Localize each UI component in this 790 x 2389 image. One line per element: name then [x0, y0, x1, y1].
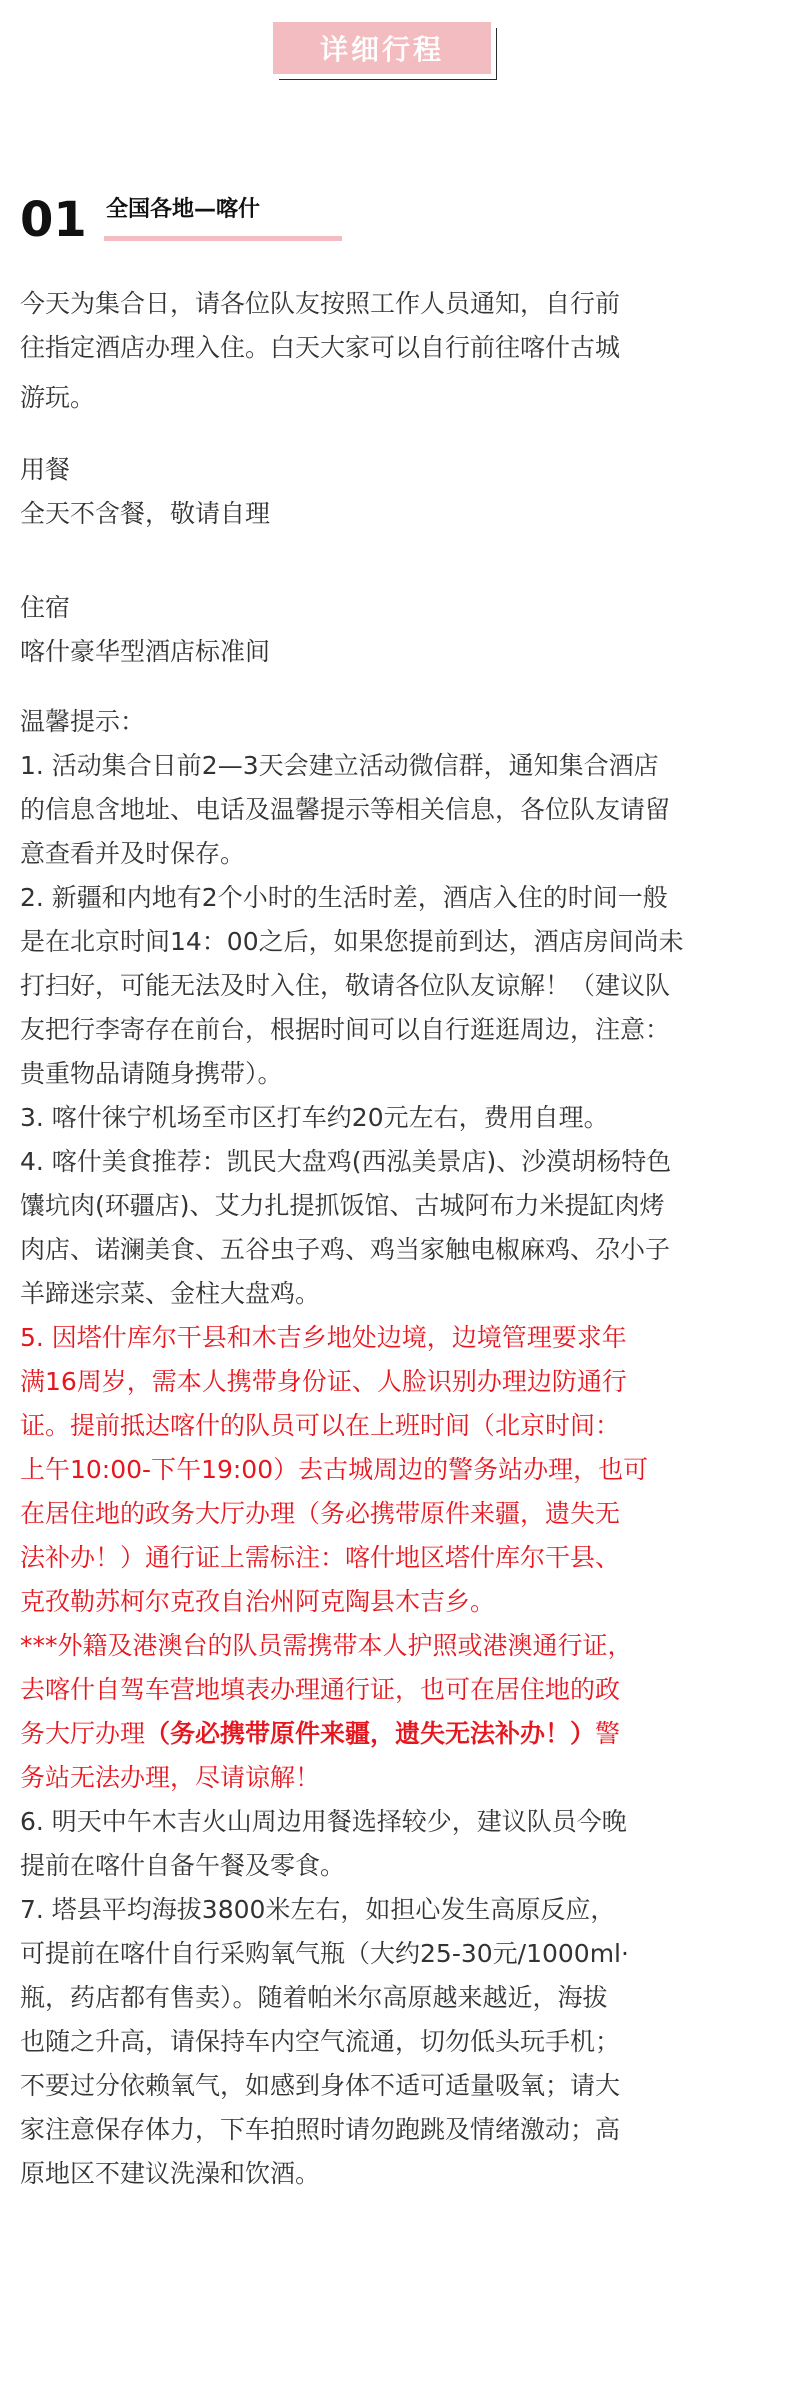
- day-title-underline: [104, 236, 342, 241]
- intro-line: 今天为集合日，请各位队友按照工作人员通知，自行前: [20, 289, 621, 318]
- tip-2-line: 贵重物品请随身携带）。: [20, 1059, 283, 1088]
- tip-2-line: 友把行李寄存在前台，根据时间可以自行逛逛周边，注意：: [20, 1015, 671, 1044]
- tip-1-line: 1. 活动集合日前2—3天会建立活动微信群，通知集合酒店: [20, 751, 659, 780]
- tip-6-line: 6. 明天中午木吉火山周边用餐选择较少，建议队员今晚: [20, 1807, 627, 1836]
- day-heading: [20, 190, 780, 250]
- tip-7-line: 也随之升高，请保持车内空气流通，切勿低头玩手机；: [20, 2027, 621, 2056]
- tip-5-line: 上午10:00-下午19:00）去古城周边的警务站办理，也可: [20, 1455, 649, 1484]
- tip-3-line: 3. 喀什徕宁机场至市区打车约20元左右，费用自理。: [20, 1103, 609, 1132]
- tip-5b-post: 警: [595, 1719, 621, 1748]
- itinerary-content: [20, 282, 780, 2196]
- section-header: [279, 28, 509, 90]
- lodging-value: 喀什豪华型酒店标准间: [20, 637, 271, 666]
- tip-4-line: 4. 喀什美食推荐：凯民大盘鸡(西泓美景店)、沙漠胡杨特色: [20, 1147, 672, 1176]
- tip-4-line: 羊蹄迷宗菜、金柱大盘鸡。: [20, 1279, 321, 1308]
- meals-value: 全天不含餐，敬请自理: [20, 499, 271, 528]
- tip-5-line: 克孜勒苏柯尔克孜自治州阿克陶县木吉乡。: [20, 1587, 496, 1616]
- tip-6-line: 提前在喀什自备午餐及零食。: [20, 1851, 346, 1880]
- tip-7-line: 不要过分依赖氧气，如感到身体不适可适量吸氧；请大: [20, 2071, 621, 2100]
- tip-2-line: 是在北京时间14：00之后，如果您提前到达，酒店房间尚未: [20, 927, 684, 956]
- tip-5-line: 在居住地的政务大厅办理（务必携带原件来疆，遗失无: [20, 1499, 621, 1528]
- tip-5b-line: 务站无法办理，尽请谅解！: [20, 1763, 321, 1792]
- tip-2-line: 打扫好，可能无法及时入住，敬请各位队友谅解！（建议队: [20, 971, 671, 1000]
- tips-title: 温馨提示：: [20, 707, 146, 736]
- intro-line: 往指定酒店办理入住。白天大家可以自行前往喀什古城: [20, 333, 621, 362]
- day-number: 01: [20, 192, 87, 248]
- tip-5-line: 5. 因塔什库尔干县和木吉乡地处边境，边境管理要求年: [20, 1323, 627, 1352]
- tip-7-line: 家注意保存体力，下车拍照时请勿跑跳及情绪激动；高: [20, 2115, 621, 2144]
- intro-line: 游玩。: [20, 383, 96, 412]
- day-title: 全国各地—喀什: [106, 197, 261, 222]
- lodging-label: 住宿: [20, 593, 71, 622]
- tip-4-line: 肉店、诺澜美食、五谷虫子鸡、鸡当家触电椒麻鸡、尕小子: [20, 1235, 671, 1264]
- tip-5-line: 满16周岁，需本人携带身份证、人脸识别办理边防通行: [20, 1367, 627, 1396]
- tip-5b-line: ***外籍及港澳台的队员需携带本人护照或港澳通行证，: [20, 1631, 633, 1660]
- tip-4-line: 馕坑肉(环疆店)、艾力扎提抓饭馆、古城阿布力米提缸肉烤: [20, 1191, 665, 1220]
- tip-7-line: 7. 塔县平均海拔3800米左右，如担心发生高原反应，: [20, 1895, 616, 1924]
- tip-1-line: 意查看并及时保存。: [20, 839, 246, 868]
- section-title: 详细行程: [273, 22, 491, 74]
- tip-2-line: 2. 新疆和内地有2个小时的生活时差，酒店入住的时间一般: [20, 883, 668, 912]
- tip-7-line: 瓶，药店都有售卖）。随着帕米尔高原越来越近，海拔: [20, 1983, 608, 2012]
- meals-label: 用餐: [20, 455, 71, 484]
- tip-5b-mixed-line: [20, 1712, 780, 1756]
- tip-7-line: 原地区不建议洗澡和饮酒。: [20, 2159, 321, 2188]
- tip-1-line: 的信息含地址、电话及温馨提示等相关信息，各位队友请留: [20, 795, 671, 824]
- tip-5b-line: 去喀什自驾车营地填表办理通行证，也可在居住地的政: [20, 1675, 621, 1704]
- tip-5-line: 证。提前抵达喀什的队员可以在上班时间（北京时间：: [20, 1411, 621, 1440]
- tip-5b-bold: （务必携带原件来疆，遗失无法补办！）: [145, 1719, 596, 1748]
- tip-7-line: 可提前在喀什自行采购氧气瓶（大约25-30元/1000ml·: [20, 1939, 629, 1968]
- tip-5b-pre: 务大厅办理: [20, 1719, 146, 1748]
- tip-5-line: 法补办！）通行证上需标注：喀什地区塔什库尔干县、: [20, 1543, 621, 1572]
